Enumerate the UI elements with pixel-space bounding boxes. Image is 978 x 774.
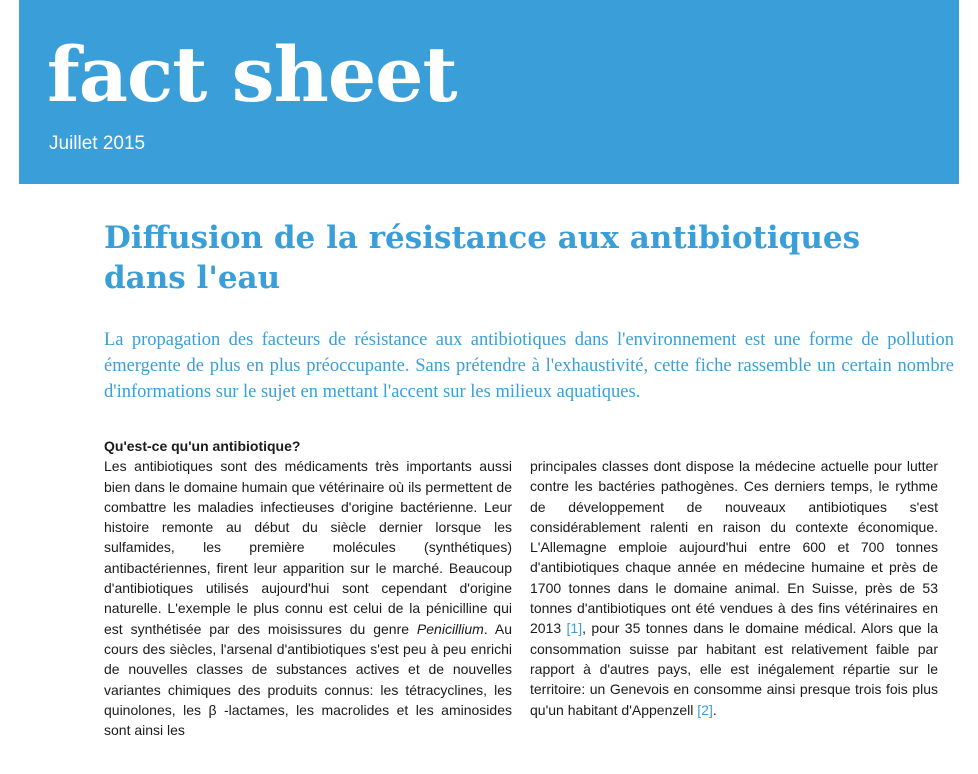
lead-paragraph: La propagation des facteurs de résistance aux antibiotiques dans l'environnement est une forme de pollution émergente de plus en plus préoccupante. Sans prétendre à l'exhaustivité, cette fiche rassemble un certain nombre d'informations sur le sujet en mettant l'accent sur les milieux aquatiques. <box>104 330 954 402</box>
section-heading: Qu'est-ce qu'un antibiotique? <box>104 438 301 454</box>
right-column <box>530 456 938 720</box>
body-text: principales classes dont dispose la médecine actuelle pour lutter contre les bactéries pathogènes. Ces derniers temps, le rythme de développement de nouveaux antibiotiques s'est considérablement ralenti en raison du contexte économique. L'Allemagne emploie aujourd'hui entre 600 et 700 tonnes d'antibiotiques chaque année en médecine humaine et près de 1700 tonnes dans le domaine animal. En Suisse, près de 53 tonnes d'antibiotiques ont été vendues à des fins vétérinaires en 2013 <box>530 458 938 637</box>
body-text: . <box>712 701 717 718</box>
reference-link-2[interactable]: [2] <box>697 701 713 718</box>
body-text: . Au cours des siècles, l'arsenal d'antibiotiques s'est peu à peu enrichi de nouvelles classes de substances actives et de nouvelles variantes chimiques des produits connus: les tétracyclines, les quinolones, les β -lactames, les macrolides et les aminosides sont ainsi les <box>104 620 512 739</box>
body-paragraph-left <box>104 456 512 740</box>
fact-sheet-banner <box>19 0 959 184</box>
genus-name: Penicillium <box>416 620 484 637</box>
publication-date: Juillet 2015 <box>49 133 146 154</box>
reference-link-1[interactable]: [1] <box>566 620 583 637</box>
left-column <box>104 436 512 740</box>
banner-title: fact sheet <box>47 30 457 119</box>
body-text: , pour 35 tonnes dans le domaine médical. Alors que la consommation suisse par habitant est relativement faible par rapport à d'autres pays, elle est inégalement répartie sur le territoire: un Genevois en consomme ainsi presque trois fois plus qu'un habitant d'Appenzell <box>530 620 938 718</box>
document-title: Diffusion de la résistance aux antibiotiques dans l'eau <box>104 220 861 296</box>
body-text: Les antibiotiques sont des médicaments très importants aussi bien dans le domaine humain que vétérinaire où ils permettent de combattre les maladies infectieuses d'origine bactérienne. Leur histoire remonte au début du siècle dernier lorsque les sulfamides, les première molécules (synthétiques) antibactériennes, firent leur apparition sur le marché. Beaucoup d'antibiotiques utilisés aujourd'hui sont cependant d'origine naturelle. L'exemple le plus connu est celui de la pénicilline qui est synthétisée par des moisissures du genre <box>104 458 512 637</box>
body-paragraph-right <box>530 456 938 720</box>
